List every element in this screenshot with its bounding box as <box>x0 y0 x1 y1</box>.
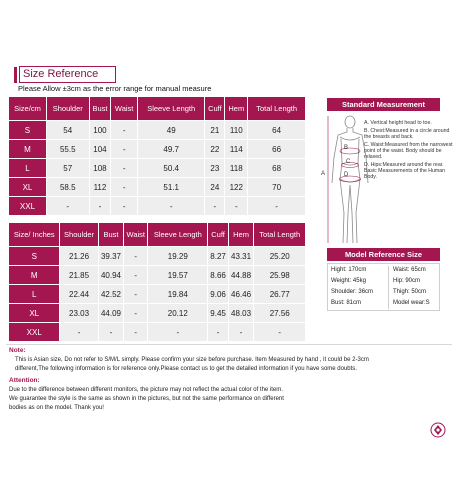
table-cell: - <box>111 178 137 196</box>
column-header: Bust <box>99 223 124 246</box>
table-cell: - <box>99 323 124 341</box>
legend-item-d: D. Hips:Measured around the rear. Basic Measurements of the Human Body. <box>364 162 446 180</box>
table-cell: - <box>111 159 137 177</box>
note-heading: Note: <box>9 347 26 354</box>
table-cell: 19.29 <box>148 247 207 265</box>
table-cell: 104 <box>90 140 111 158</box>
table-cell: 118 <box>225 159 247 177</box>
table-cell: 26.77 <box>254 285 305 303</box>
figure-letter-b: B <box>344 145 349 151</box>
size-label: S <box>9 121 46 139</box>
column-header: Total Length <box>254 223 305 246</box>
attention-line: Due to the difference between different monitors, the picture may not reflect the actual color of the item. <box>9 387 283 393</box>
legend-item-b: B. Chest:Measured in a circle around the breasts and back. <box>364 128 450 140</box>
table-cell: 108 <box>90 159 111 177</box>
model-height: Hight: 170cm <box>331 267 367 273</box>
table-row <box>9 197 305 215</box>
size-label: S <box>9 247 59 265</box>
table-row <box>9 159 305 177</box>
size-label: XL <box>9 178 46 196</box>
legend-item-c: C. Waist:Measured from the narrowest point of the waist. Body should be relaxed. <box>364 142 453 160</box>
attention-heading: Attention: <box>9 377 40 384</box>
size-table-inches <box>8 222 306 342</box>
figure-letter-a: A <box>321 171 326 177</box>
table-cell: - <box>205 197 224 215</box>
table-row <box>9 266 305 284</box>
table-cell: 22.44 <box>60 285 97 303</box>
table-cell: - <box>111 140 137 158</box>
table-cell: - <box>124 304 147 322</box>
table-cell: 21.85 <box>60 266 97 284</box>
model-reference-box <box>327 263 440 311</box>
model-reference-title: Model Reference Size <box>327 248 440 261</box>
table-cell: 112 <box>90 178 111 196</box>
table-cell: - <box>47 197 89 215</box>
standard-measurement-title: Standard Measurement <box>327 98 440 111</box>
model-box-divider <box>388 266 389 309</box>
note-text <box>15 356 445 374</box>
table-cell: - <box>138 197 204 215</box>
table-cell: 49.7 <box>138 140 204 158</box>
table-cell: - <box>60 323 97 341</box>
column-header: Sleeve Length <box>148 223 207 246</box>
column-header: Cuff <box>208 223 227 246</box>
table-cell: - <box>90 197 111 215</box>
table-cell: 44.88 <box>229 266 254 284</box>
table-cell: - <box>148 323 207 341</box>
column-header: Shoulder <box>60 223 97 246</box>
size-label: XL <box>9 304 59 322</box>
column-header: Waist <box>124 223 147 246</box>
table-cell: 43.31 <box>229 247 254 265</box>
figure-letter-c: C <box>346 159 351 165</box>
table-cell: 21.26 <box>60 247 97 265</box>
table-cell: - <box>208 323 227 341</box>
header-accent-bar <box>14 67 17 83</box>
table-cell: - <box>124 247 147 265</box>
table-row <box>9 140 305 158</box>
figure-letter-d: D <box>344 172 349 178</box>
table-cell: - <box>124 266 147 284</box>
table-row <box>9 304 305 322</box>
table-cell: 22 <box>205 140 224 158</box>
table-cell: 70 <box>248 178 305 196</box>
table-cell: 49 <box>138 121 204 139</box>
table-cell: 51.1 <box>138 178 204 196</box>
table-cell: 100 <box>90 121 111 139</box>
column-header: Cuff <box>205 97 224 120</box>
size-label: L <box>9 159 46 177</box>
table-row <box>9 323 305 341</box>
brand-logo-icon <box>430 422 446 438</box>
size-label: L <box>9 285 59 303</box>
column-header: Bust <box>90 97 111 120</box>
table-row <box>9 247 305 265</box>
column-header: Total Length <box>248 97 305 120</box>
size-label: M <box>9 140 46 158</box>
table-cell: 19.57 <box>148 266 207 284</box>
model-hip: Hip: 90cm <box>393 278 421 284</box>
table-cell: 44.09 <box>99 304 124 322</box>
column-header: Sleeve Length <box>138 97 204 120</box>
table-cell: 40.94 <box>99 266 124 284</box>
model-shoulder: Shoulder: 36cm <box>331 289 374 295</box>
allowance-note: Please Allow ±3cm as the error range for manual measure <box>18 84 212 93</box>
model-wear-size: Model wear:S <box>393 300 430 306</box>
table-cell: 8.66 <box>208 266 227 284</box>
table-cell: 66 <box>248 140 305 158</box>
table-cell: 8.27 <box>208 247 227 265</box>
table-cell: 23 <box>205 159 224 177</box>
table-cell: 25.98 <box>254 266 305 284</box>
notes-divider <box>6 344 452 345</box>
table-row <box>9 178 305 196</box>
legend-item-a: A. Vertical height head to toe. <box>364 120 432 126</box>
table-cell: 20.12 <box>148 304 207 322</box>
attention-line: bodies as on the model. Thank you! <box>9 405 104 411</box>
table-row <box>9 121 305 139</box>
table-cell: 42.52 <box>99 285 124 303</box>
table-cell: - <box>248 197 305 215</box>
table-cell: 110 <box>225 121 247 139</box>
table-row <box>9 285 305 303</box>
model-waist: Waist: 65cm <box>393 267 426 273</box>
table-cell: 50.4 <box>138 159 204 177</box>
table-cell: 54 <box>47 121 89 139</box>
table-cell: 25.20 <box>254 247 305 265</box>
table-cell: 46.46 <box>229 285 254 303</box>
table-cell: 9.06 <box>208 285 227 303</box>
model-weight: Weight: 45kg <box>331 278 366 284</box>
measurement-legend <box>364 120 454 182</box>
table-cell: 19.84 <box>148 285 207 303</box>
column-header: Hem <box>225 97 247 120</box>
table-cell: 24 <box>205 178 224 196</box>
attention-text <box>9 386 429 413</box>
table-cell: 55.5 <box>47 140 89 158</box>
table-cell: 21 <box>205 121 224 139</box>
table-cell: 9.45 <box>208 304 227 322</box>
note-line: different,The following information is for reference only.Please contact us to get the detailed information if you have some doubts. <box>15 366 357 372</box>
table-cell: 23.03 <box>60 304 97 322</box>
size-label: XXL <box>9 323 59 341</box>
table-cell: 58.5 <box>47 178 89 196</box>
table-cell: 114 <box>225 140 247 158</box>
size-label: XXL <box>9 197 46 215</box>
table-cell: 64 <box>248 121 305 139</box>
note-line: This is Asian size, Do not refer to S/M/L simply. Please confirm your size before purchase. Item Measured by hand , it could be 2-3cm <box>15 357 369 363</box>
table-cell: - <box>124 323 147 341</box>
table-cell: - <box>111 197 137 215</box>
table-cell: 48.03 <box>229 304 254 322</box>
table-cell: - <box>229 323 254 341</box>
table-cell: 27.56 <box>254 304 305 322</box>
table-cell: - <box>111 121 137 139</box>
model-bust: Bust: 81cm <box>331 300 362 306</box>
size-table-cm <box>8 96 306 216</box>
column-header: Hem <box>229 223 254 246</box>
column-header: Shoulder <box>47 97 89 120</box>
table-cell: - <box>254 323 305 341</box>
table-corner-header: Size/cm <box>9 97 46 120</box>
size-label: M <box>9 266 59 284</box>
model-thigh: Thigh: 50cm <box>393 289 427 295</box>
table-corner-header: Size/ Inches <box>9 223 59 246</box>
table-cell: 122 <box>225 178 247 196</box>
column-header: Waist <box>111 97 137 120</box>
table-cell: 57 <box>47 159 89 177</box>
table-cell: 39.37 <box>99 247 124 265</box>
section-title: Size Reference <box>19 66 116 83</box>
attention-line: We guarantee the style is the same as shown in the pictures, but not the same performance on different <box>9 396 284 402</box>
table-cell: - <box>225 197 247 215</box>
table-cell: - <box>124 285 147 303</box>
table-cell: 68 <box>248 159 305 177</box>
